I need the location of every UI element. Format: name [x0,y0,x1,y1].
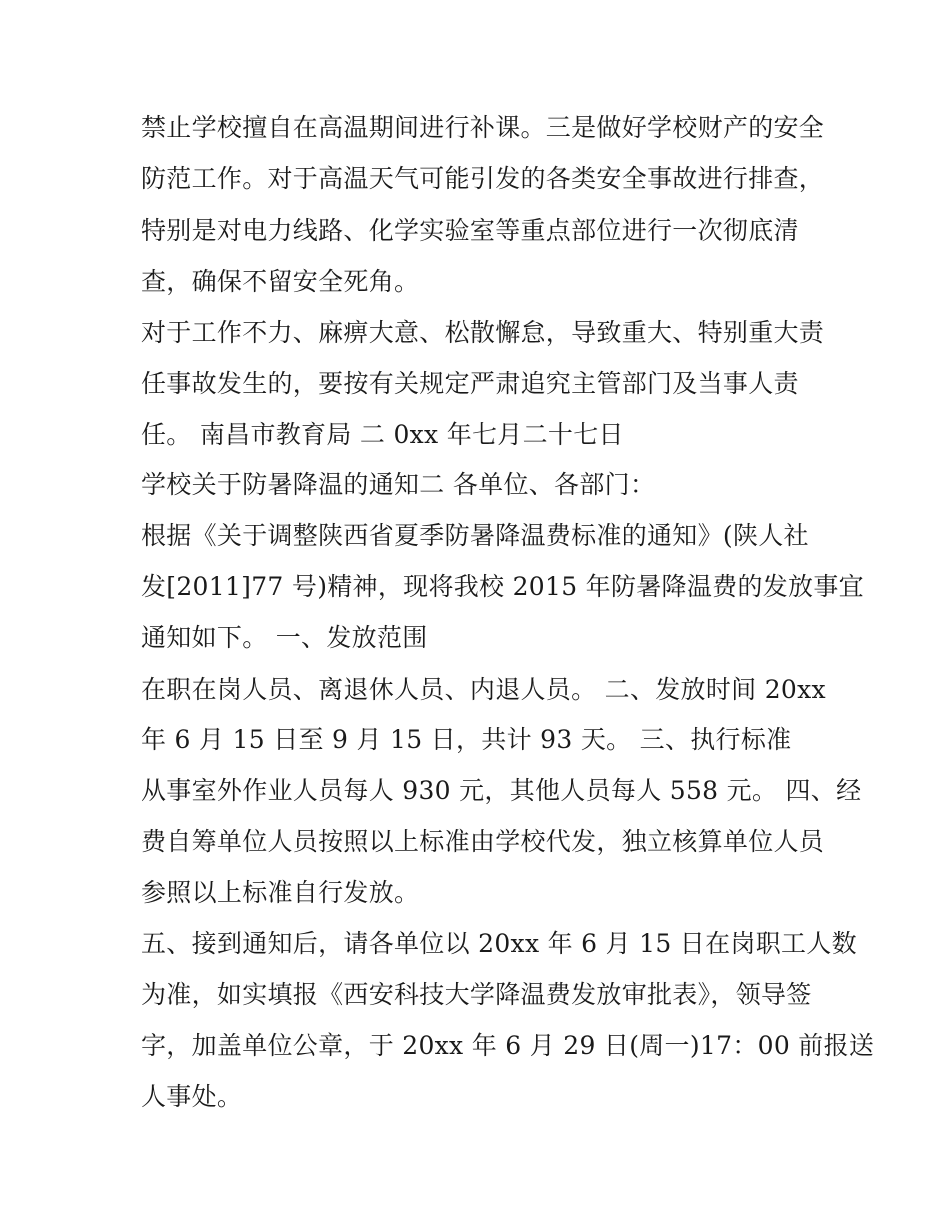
text-line: 禁止学校擅自在高温期间进行补课。三是做好学校财产的安全 [141,113,825,142]
text-line: 五、接到通知后，请各单位以 20xx 年 6 月 15 日在岗职工人数 [141,929,857,958]
text-line: 任事故发生的，要按有关规定严肃追究主管部门及当事人责 [141,369,799,398]
text-line: 根据《关于调整陕西省夏季防暑降温费标准的通知》(陕人社 [141,521,809,550]
text-line: 字，加盖单位公章，于 20xx 年 6 月 29 日(周一)17：00 前报送 [141,1031,875,1060]
text-line: 在职在岗人员、离退休人员、内退人员。 二、发放时间 20xx [141,675,826,704]
text-line: 年 6 月 15 日至 9 月 15 日，共计 93 天。 三、执行标准 [141,725,792,754]
text-line: 查，确保不留安全死角。 [141,267,420,296]
text-line: 防范工作。对于高温天气可能引发的各类安全事故进行排查， [141,164,825,193]
text-line: 特别是对电力线路、化学实验室等重点部位进行一次彻底清 [141,216,799,245]
text-line: 对于工作不力、麻痹大意、松散懈怠，导致重大、特别重大责 [141,318,825,347]
text-line: 通知如下。 一、发放范围 [141,623,428,652]
text-line: 参照以上标准自行发放。 [141,878,420,907]
text-line: 从事室外作业人员每人 930 元，其他人员每人 558 元。 四、经 [141,776,862,805]
text-line: 任。 南昌市教育局 二 0xx 年七月二十七日 [141,420,624,449]
text-line: 为准，如实填报《西安科技大学降温费发放审批表》，领导签 [141,980,812,1009]
text-line: 人事处。 [141,1082,243,1111]
text-line: 发[2011]77 号)精神，现将我校 2015 年防暑降温费的发放事宜 [141,572,864,601]
text-line: 学校关于防暑降温的通知二 各单位、各部门： [141,470,656,499]
text-line: 费自筹单位人员按照以上标准由学校代发，独立核算单位人员 [141,827,825,856]
